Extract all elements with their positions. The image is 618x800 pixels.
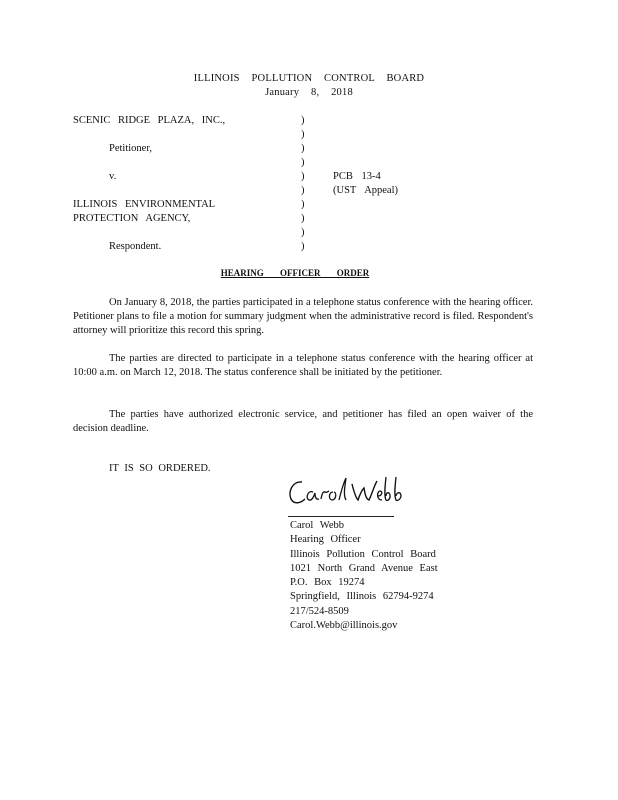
paren-6: ) — [301, 185, 305, 196]
versus-label: v. — [109, 171, 117, 182]
signer-street: 1021 North Grand Avenue East — [290, 562, 438, 574]
signature-line — [288, 516, 394, 517]
order-date: January 8, 2018 — [265, 87, 353, 98]
signature-block — [290, 519, 438, 633]
body-paragraph-3: The parties have authorized electronic service, and petitioner has filed an open waiver of the decision deadline. — [73, 409, 533, 434]
respondent-name-line2: PROTECTION AGENCY, — [73, 213, 191, 224]
signer-city-state-zip: Springfield, Illinois 62794-9274 — [290, 591, 434, 603]
respondent-role: Respondent. — [109, 241, 162, 252]
paren-9: ) — [301, 227, 305, 238]
signer-email[interactable]: Carol.Webb@illinois.gov — [290, 620, 398, 632]
paren-2: ) — [301, 129, 305, 140]
handwritten-signature — [286, 472, 416, 512]
paren-7: ) — [301, 199, 305, 210]
case-number: PCB 13-4 — [333, 171, 381, 182]
paren-1: ) — [301, 115, 305, 126]
respondent-name-line1: ILLINOIS ENVIRONMENTAL — [73, 199, 216, 210]
document-title — [0, 268, 618, 278]
caption-parentheses — [301, 114, 305, 254]
signer-name: Carol Webb — [290, 520, 344, 531]
signer-phone: 217/524-8509 — [290, 605, 349, 617]
signer-title: Hearing Officer — [290, 534, 361, 546]
signer-organization: Illinois Pollution Control Board — [290, 548, 436, 560]
agency-header: ILLINOIS POLLUTION CONTROL BOARD — [193, 73, 425, 84]
body-paragraph-1: On January 8, 2018, the parties participated in a telephone status conference with the hearing officer. Petitioner plans to file a motion for summary judgment when the administrative record is filed. Respondent's attorney will prioritize this record this spring. — [73, 297, 533, 336]
paren-10: ) — [301, 241, 305, 252]
body-paragraph-2: The parties are directed to participate in a telephone status conference with the hearing officer at 10:00 a.m. on March 12, 2018. The status conference shall be initiated by the petitioner. — [73, 353, 533, 378]
paren-8: ) — [301, 213, 305, 224]
paren-3: ) — [301, 143, 305, 154]
document-title-text: HEARING OFFICER ORDER — [220, 268, 370, 278]
closing-statement: IT IS SO ORDERED. — [109, 463, 211, 474]
case-type: (UST Appeal) — [333, 185, 399, 196]
petitioner-name: SCENIC RIDGE PLAZA, INC., — [73, 115, 226, 126]
paren-5: ) — [301, 171, 305, 182]
paren-4: ) — [301, 157, 305, 168]
petitioner-role: Petitioner, — [109, 143, 153, 154]
signer-po-box: P.O. Box 19274 — [290, 577, 365, 589]
